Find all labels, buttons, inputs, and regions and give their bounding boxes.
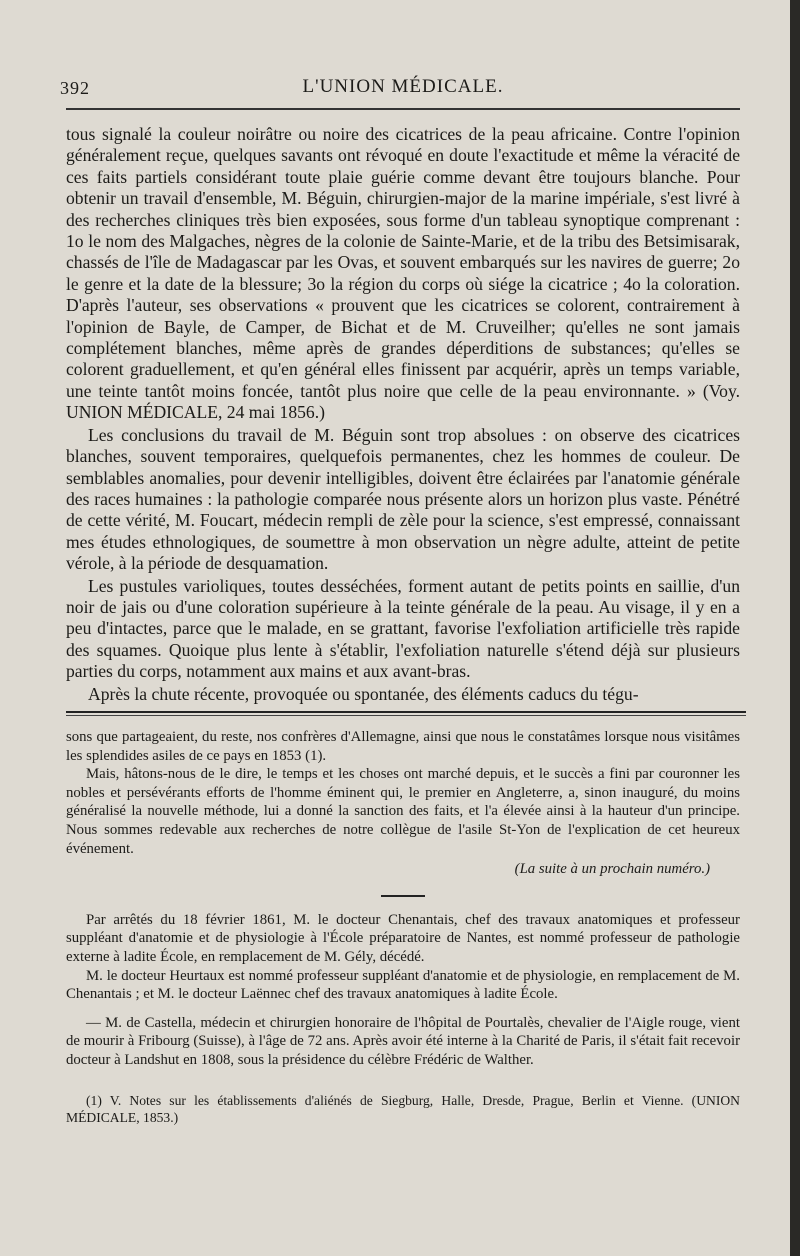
article-paragraph: Les conclusions du travail de M. Béguin sont trop absolues : on observe des cicatrices blanches, souvent temporaires, quelquefois permanentes, chez les hommes de couleur. De semblables anomalies, pour devenir intelligibles, doivent être éclairées par l'anatomie générale des races humaines : la pathologie comparée nous présente alors un horizon plus vaste. Pénétré de cette vérité, M. Foucart, médecin rempli de zèle pour la science, s'est empressé, connaissant mes études ethnologiques, de soumettre à mon observation un nègre adulte, atteint de petite vérole, à la période de desquamation.	[66, 424, 740, 574]
article-paragraph: Les pustules varioliques, toutes desséchées, forment autant de petits points en saillie, d'un noir de jais ou d'une coloration supérieure à la teinte générale de la peau. Au visage, il y en a peu d'intactes, parce que le malade, en se grattant, favorise l'exfoliation artificielle très rapide des squames. Quoique plus lente à s'établir, l'exfoliation naturelle s'étend déjà sur plusieurs parties du corps, notamment aux mains et aux avant-bras.	[66, 575, 740, 682]
feuilleton-paragraph: Mais, hâtons-nous de le dire, le temps et les choses ont marché depuis, et le succès a fini par couronner les nobles et persévérants efforts de l'homme éminent qui, le premier en Angleterre, a, sinon inauguré, du moins généralisé la nouvelle méthode, lui a donné la sanction des faits, et l'a élevée ainsi à la hauteur d'un principe. Nous sommes redevable aux recherches de notre collègue de l'asile St-Yon de l'explication de cet heureux événement.	[66, 766, 740, 857]
main-article	[66, 124, 740, 705]
feuilleton	[66, 728, 740, 879]
page-number: 392	[60, 78, 90, 98]
footnote: (1) V. Notes sur les établissements d'aliénés de Siegburg, Halle, Dresde, Prague, Berlin et Vienne. (UNION MÉDICALE, 1853.)	[66, 1093, 740, 1126]
news-paragraph: Par arrêtés du 18 février 1861, M. le docteur Chenantais, chef des travaux anatomiques et professeur suppléant d'anatomie et de physiologie à l'École préparatoire de Nantes, est nommé professeur de pathologie externe à ladite École, en remplacement de M. Gély, décédé.	[66, 911, 740, 965]
page-header	[60, 70, 740, 100]
feuilleton-paragraph: sons que partageaient, du reste, nos confrères d'Allemagne, ainsi que nous le constatâmes lorsque nous visitâmes les splendides asiles de ce pays en 1853 (1).	[66, 728, 740, 764]
news-paragraph: — M. de Castella, médecin et chirurgien honoraire de l'hôpital de Pourtalès, chevalier de l'Aigle rouge, vient de mourir à Fribourg (Suisse), à l'âge de 72 ans. Après avoir été interne à la Charité de Paris, il s'était fait recevoir docteur à Landshut en 1808, sous la présidence du célèbre Frédéric de Walther.	[66, 1014, 740, 1068]
header-rule	[66, 108, 740, 110]
news-section	[66, 911, 740, 1127]
article-paragraph: Après la chute récente, provoquée ou spontanée, des éléments caducs du tégu-	[88, 683, 639, 704]
running-title: L'UNION MÉDICALE.	[302, 76, 504, 97]
feuilleton-separator	[66, 711, 746, 716]
continuation-note: (La suite à un prochain numéro.)	[514, 861, 710, 878]
article-paragraph: tous signalé la couleur noirâtre ou noire des cicatrices de la peau africaine. Contre l'opinion généralement reçue, quelques savants ont révoqué en doute l'exactitude et même la véracité de ces faits partiels considérant toute plaie guérie comme devant être toujours blanche. Pour obtenir un travail d'ensemble, M. Béguin, chirurgien-major de la marine impériale, s'est livré à des recherches cliniques très bien exposées, sous forme d'un tableau synoptique comprenant : 1o le nom des Malgaches, nègres de la colonie de Sainte-Marie, et de la tribu des Betsimisarak, chassés de l'île de Madagascar par les Ovas, et souvent embarqués sur les navires de guerre; 2o le genre et la date de la blessure; 3o la région du corps où siége la cicatrice ; 4o la coloration. D'après l'auteur, ses observations « prouvent que les cicatrices se colorent, contrairement à l'opinion de Bayle, de Camper, de Bichat et de M. Cruveilher; qu'elles ne sont jamais complétement blanches, même après de grandes déperditions de substances; qu'elles se colorent graduellement, et qu'en général elles finissent par acquérir, après un temps variable, une teinte tantôt moins foncée, tantôt plus noire que celle de la peau environnante. » (Voy. UNION MÉDICALE, 24 mai 1856.)	[66, 124, 740, 423]
news-paragraph: M. le docteur Heurtaux est nommé professeur suppléant d'anatomie et de physiologie, en remplacement de M. Chenantais ; et M. le docteur Laënnec chef des travaux anatomiques à ladite École.	[66, 967, 740, 1003]
page-edge	[790, 0, 800, 1256]
section-rule	[381, 895, 425, 897]
